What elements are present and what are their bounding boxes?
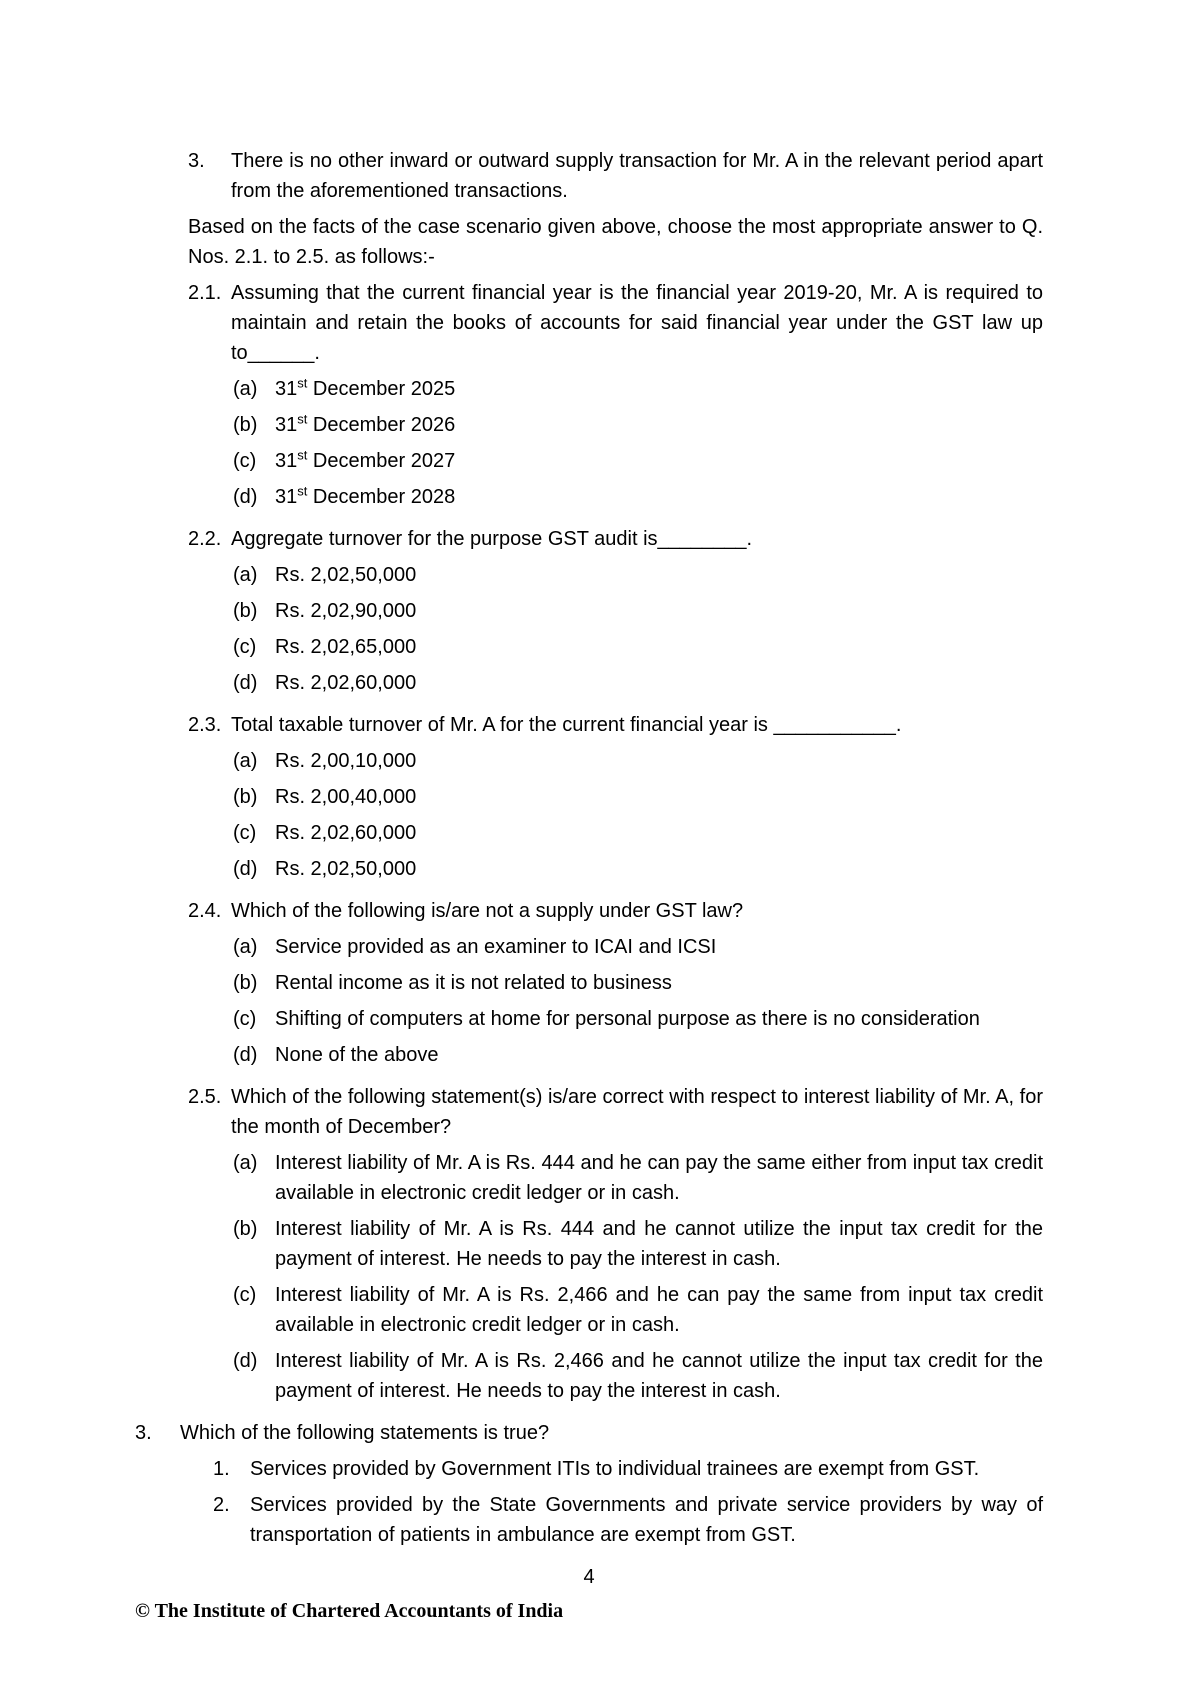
option-ordinal: st <box>297 375 308 391</box>
option-label: (a) <box>233 378 258 400</box>
option-ordinal: st <box>297 447 308 463</box>
option-text <box>275 482 1043 512</box>
option-label: (d) <box>233 486 258 508</box>
option-row <box>233 446 1043 476</box>
case-fact-text: There is no other inward or outward supply transaction for Mr. A in the relevant period apart from the aforementioned transactions. <box>231 150 1043 202</box>
footer-copyright: © The Institute of Chartered Accountants of India <box>135 1600 564 1622</box>
option-row <box>233 1148 1043 1208</box>
option-day: 31 <box>275 450 298 472</box>
statement-number: 1. <box>213 1458 230 1480</box>
case-fact-item <box>188 146 1043 206</box>
option-label: (d) <box>233 672 258 694</box>
option-row <box>233 482 1043 512</box>
option-row <box>233 818 1043 848</box>
question-text: Which of the following statements is true? <box>180 1422 550 1444</box>
option-ordinal: st <box>297 411 308 427</box>
option-text: Rs. 2,02,60,000 <box>275 672 417 694</box>
option-text: Rs. 2,02,60,000 <box>275 822 417 844</box>
option-row <box>233 782 1043 812</box>
option-text <box>275 446 1043 476</box>
option-row <box>233 1280 1043 1340</box>
option-rest: December 2027 <box>307 450 456 472</box>
option-text: Rental income as it is not related to business <box>275 972 672 994</box>
option-text: Rs. 2,00,10,000 <box>275 750 417 772</box>
option-label: (c) <box>233 450 257 472</box>
option-label: (a) <box>233 750 258 772</box>
option-label: (b) <box>233 600 258 622</box>
option-label: (b) <box>233 786 258 808</box>
option-text: Rs. 2,02,65,000 <box>275 636 417 658</box>
option-text: Shifting of computers at home for personal purpose as there is no consideration <box>275 1008 980 1030</box>
page-number: 4 <box>583 1566 595 1588</box>
option-row <box>233 596 1043 626</box>
option-label: (a) <box>233 1152 258 1174</box>
statement-text: Services provided by Government ITIs to individual trainees are exempt from GST. <box>250 1458 980 1480</box>
intro-paragraph: Based on the facts of the case scenario given above, choose the most appropriate answer to Q. Nos. 2.1. to 2.5. as follows:- <box>188 216 1043 268</box>
question-2-4 <box>188 896 1043 1076</box>
option-label: (d) <box>233 858 258 880</box>
option-text: Rs. 2,00,40,000 <box>275 786 417 808</box>
statement-row <box>213 1454 1043 1484</box>
option-label: (c) <box>233 636 257 658</box>
option-label: (d) <box>233 1350 258 1372</box>
option-ordinal: st <box>297 483 308 499</box>
option-row <box>233 854 1043 884</box>
option-text <box>275 410 1043 440</box>
option-label: (a) <box>233 564 258 586</box>
option-rest: December 2028 <box>307 486 456 508</box>
option-label: (b) <box>233 1218 258 1240</box>
option-text: Rs. 2,02,90,000 <box>275 600 417 622</box>
option-text: Interest liability of Mr. A is Rs. 444 and he cannot utilize the input tax credit for the payment of interest. He needs to pay the interest in cash. <box>275 1218 1043 1270</box>
option-row <box>233 632 1043 662</box>
option-row <box>233 932 1043 962</box>
option-text: Interest liability of Mr. A is Rs. 2,466 and he cannot utilize the input tax credit for the payment of interest. He needs to pay the interest in cash. <box>275 1350 1043 1402</box>
option-label: (a) <box>233 936 258 958</box>
option-row <box>233 374 1043 404</box>
option-text <box>275 374 1043 404</box>
option-row <box>233 968 1043 998</box>
question-text: Total taxable turnover of Mr. A for the current financial year is ___________. <box>231 714 902 736</box>
option-text: Rs. 2,02,50,000 <box>275 858 417 880</box>
option-row <box>233 560 1043 590</box>
option-row <box>233 1004 1043 1034</box>
question-text: Which of the following is/are not a supply under GST law? <box>231 900 744 922</box>
question-2-5 <box>188 1082 1043 1412</box>
question-2-3 <box>188 710 1043 890</box>
question-3 <box>135 1418 1043 1556</box>
option-label: (d) <box>233 1044 258 1066</box>
option-label: (b) <box>233 414 258 436</box>
statement-row <box>213 1490 1043 1550</box>
statement-number: 2. <box>213 1494 230 1516</box>
question-text: Which of the following statement(s) is/are correct with respect to interest liability of Mr. A, for the month of December? <box>231 1086 1043 1138</box>
question-number: 2.5. <box>188 1086 222 1108</box>
option-day: 31 <box>275 378 298 400</box>
case-fact-number: 3. <box>188 150 205 172</box>
question-number: 3. <box>135 1422 152 1444</box>
option-label: (b) <box>233 972 258 994</box>
option-text: Rs. 2,02,50,000 <box>275 564 417 586</box>
option-label: (c) <box>233 1008 257 1030</box>
option-row <box>233 1040 1043 1070</box>
option-rest: December 2026 <box>307 414 456 436</box>
option-label: (c) <box>233 1284 257 1306</box>
question-number: 2.3. <box>188 714 222 736</box>
option-text: Interest liability of Mr. A is Rs. 444 and he can pay the same either from input tax credit available in electronic credit ledger or in cash. <box>275 1152 1043 1204</box>
option-row <box>233 1214 1043 1274</box>
option-day: 31 <box>275 486 298 508</box>
question-number: 2.1. <box>188 282 222 304</box>
option-row <box>233 410 1043 440</box>
option-text: Service provided as an examiner to ICAI and ICSI <box>275 936 717 958</box>
option-row <box>233 746 1043 776</box>
statement-text: Services provided by the State Governments and private service providers by way of transportation of patients in ambulance are exempt from GST. <box>250 1494 1043 1546</box>
option-label: (c) <box>233 822 257 844</box>
question-text: Aggregate turnover for the purpose GST audit is________. <box>231 528 753 550</box>
option-row <box>233 668 1043 698</box>
question-number: 2.2. <box>188 528 222 550</box>
question-number: 2.4. <box>188 900 222 922</box>
option-text: None of the above <box>275 1044 439 1066</box>
question-2-2 <box>188 524 1043 704</box>
option-row <box>233 1346 1043 1406</box>
page-content <box>135 146 1043 1592</box>
option-day: 31 <box>275 414 298 436</box>
question-2-1 <box>188 278 1043 518</box>
option-rest: December 2025 <box>307 378 456 400</box>
option-text: Interest liability of Mr. A is Rs. 2,466 and he can pay the same from input tax credit available in electronic credit ledger or in cash. <box>275 1284 1043 1336</box>
question-text: Assuming that the current financial year is the financial year 2019-20, Mr. A is required to maintain and retain the books of accounts for said financial year under the GST law up to______. <box>231 282 1043 364</box>
